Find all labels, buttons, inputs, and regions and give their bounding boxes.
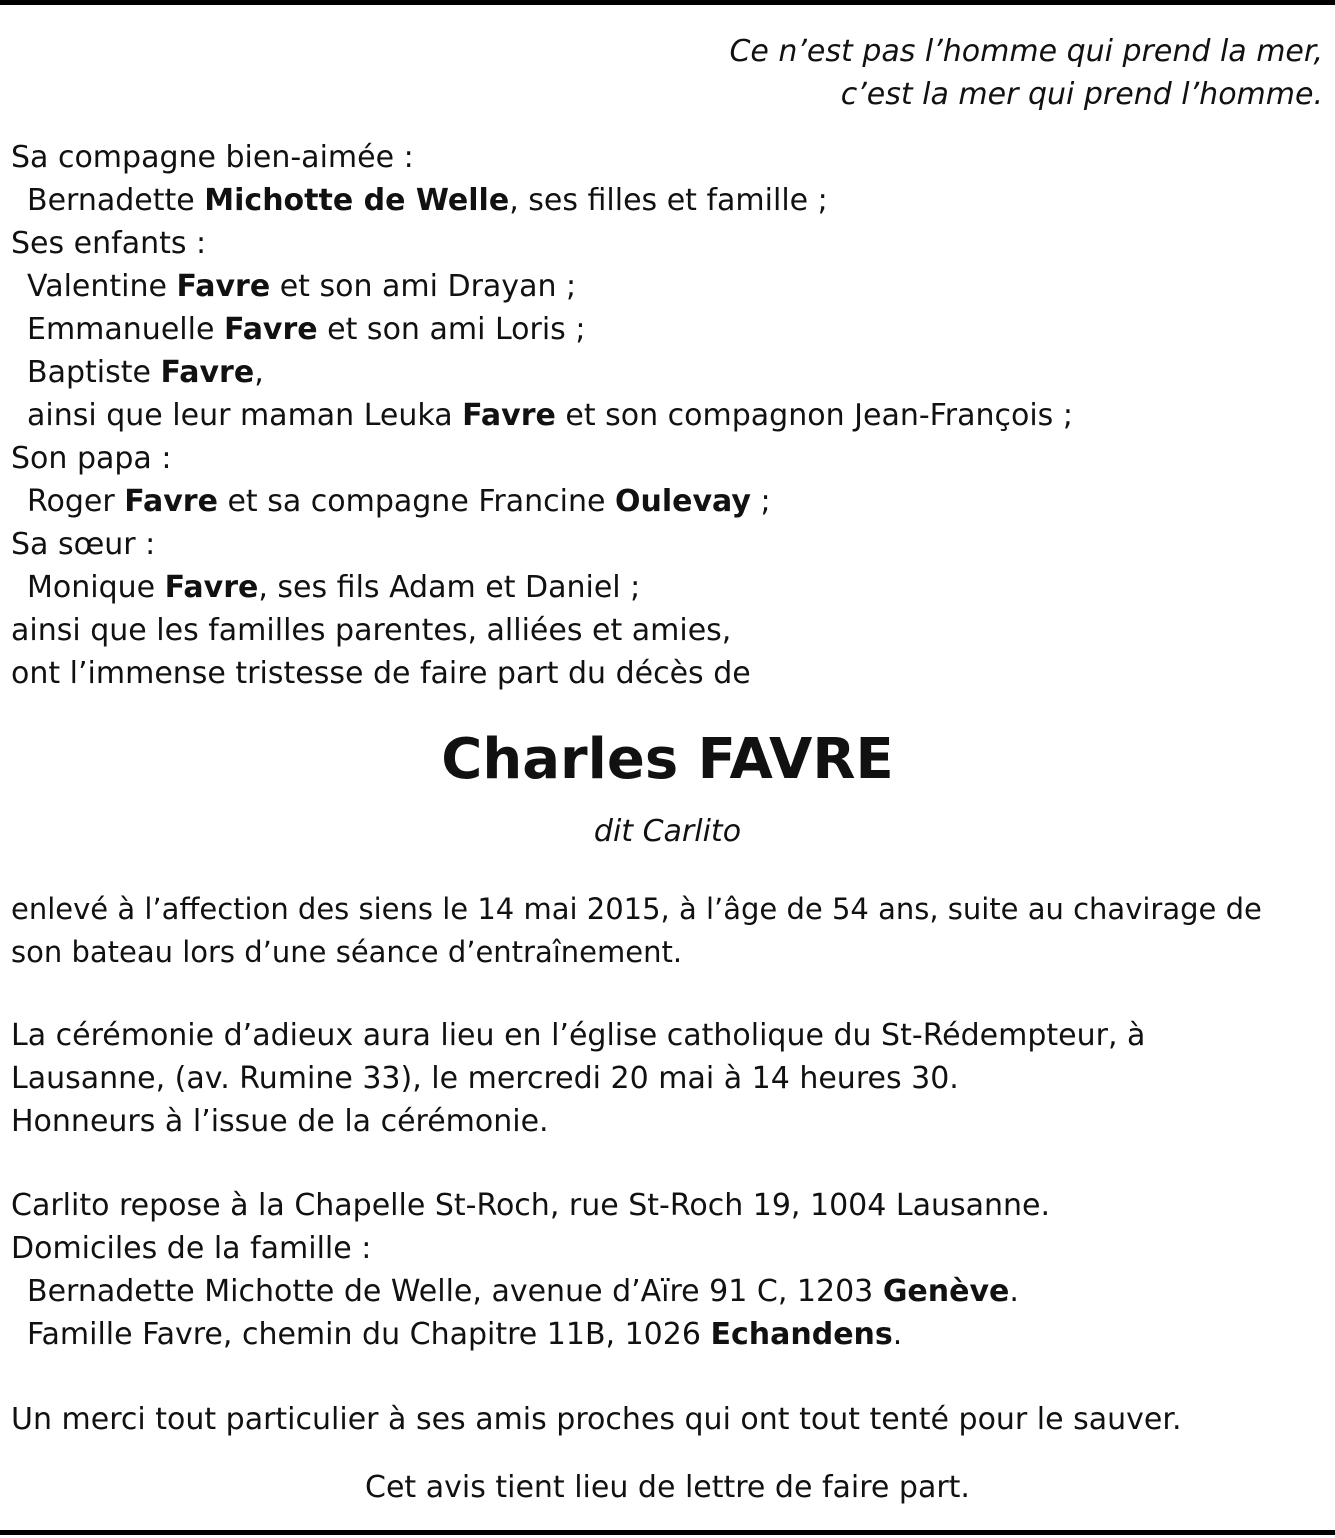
companion-heading: Sa compagne bien-aimée : — [11, 140, 414, 175]
child-entry-1 — [11, 265, 1073, 308]
father-rest: ; — [750, 484, 771, 519]
father-partner-surname: Oulevay — [614, 484, 751, 519]
child-entry-3 — [11, 351, 1073, 394]
ceremony-line-3: Honneurs à l’issue de la cérémonie. — [11, 1104, 549, 1139]
child-2-first-name: Emmanuelle — [27, 312, 215, 347]
death-notice-line-1: enlevé à l’affection des siens le 14 mai 2015, à l’âge de 54 ans, suite au chavirage de — [11, 892, 1262, 926]
domicile-address-1 — [11, 1270, 1050, 1313]
companion-surname: Michotte de Welle — [204, 183, 510, 218]
domicile-2-end: . — [892, 1317, 903, 1352]
domicile-2-address: Famille Favre, chemin du Chapitre 11B, 1026 — [27, 1317, 701, 1352]
child-2-surname: Favre — [223, 312, 318, 347]
bottom-border-rule — [0, 1530, 1335, 1535]
deceased-name: Charles FAVRE — [441, 727, 894, 792]
top-border-rule — [0, 0, 1335, 5]
rest-location-line: Carlito repose à la Chapelle St-Roch, rue St-Roch 19, 1004 Lausanne. — [11, 1188, 1051, 1223]
companion-rest: , ses filles et famille ; — [509, 183, 828, 218]
death-notice-line-2: son bateau lors d’une séance d’entraînement. — [11, 935, 683, 969]
child-2-rest: et son ami Loris ; — [317, 312, 586, 347]
child-entry-2 — [11, 308, 1073, 351]
mother-rest: et son compagnon Jean-François ; — [555, 398, 1073, 433]
companion-entry — [11, 179, 1073, 222]
children-heading: Ses enfants : — [11, 226, 207, 261]
ceremony-line-1: La cérémonie d’adieux aura lieu en l’église catholique du St-Rédempteur, à — [11, 1018, 1146, 1053]
sister-surname: Favre — [164, 570, 259, 605]
death-notice-paragraph — [11, 888, 1262, 974]
companion-first-name: Bernadette — [27, 183, 195, 218]
rest-paragraph — [11, 1184, 1050, 1356]
ceremony-paragraph — [11, 1014, 1145, 1143]
ceremony-line-2: Lausanne, (av. Rumine 33), le mercredi 20 mai à 14 heures 30. — [11, 1061, 959, 1096]
father-mid: et sa compagne Francine — [217, 484, 606, 519]
father-entry — [11, 480, 1073, 523]
domicile-1-city: Genève — [882, 1274, 1010, 1309]
domicile-1-end: . — [1009, 1274, 1019, 1309]
sister-first-name: Monique — [27, 570, 156, 605]
father-surname: Favre — [124, 484, 218, 519]
child-1-rest: et son ami Drayan ; — [270, 269, 577, 304]
domicile-1-address: Bernadette Michotte de Welle, avenue d’Aïre 91 C, 1203 — [27, 1274, 874, 1309]
father-heading: Son papa : — [11, 441, 172, 476]
mother-surname: Favre — [462, 398, 556, 433]
father-first-name: Roger — [27, 484, 115, 519]
epigraph-quote — [729, 30, 1323, 116]
sister-entry — [11, 566, 1073, 609]
family-list — [11, 136, 1073, 695]
child-3-first-name: Baptiste — [27, 355, 151, 390]
epigraph-line-2: c’est la mer qui prend l’homme. — [840, 77, 1323, 112]
child-3-rest: , — [254, 355, 264, 390]
footer-note: Cet avis tient lieu de lettre de faire part. — [365, 1470, 970, 1505]
domicile-2-city: Echandens — [710, 1317, 893, 1352]
mother-pre: ainsi que leur maman Leuka — [27, 398, 453, 433]
thanks-line: Un merci tout particulier à ses amis proches qui ont tout tenté pour le sauver. — [11, 1402, 1182, 1437]
domicile-address-2 — [11, 1313, 1050, 1356]
closing-line-2: ont l’immense tristesse de faire part du décès de — [11, 656, 751, 691]
child-1-first-name: Valentine — [27, 269, 167, 304]
child-1-surname: Favre — [176, 269, 271, 304]
deceased-nickname: dit Carlito — [593, 814, 742, 849]
mother-entry — [11, 394, 1073, 437]
epigraph-line-1: Ce n’est pas l’homme qui prend la mer, — [729, 34, 1323, 69]
child-3-surname: Favre — [160, 355, 255, 390]
thanks-paragraph — [11, 1398, 1181, 1441]
closing-line-1: ainsi que les familles parentes, alliées et amies, — [11, 613, 732, 648]
domiciles-heading: Domiciles de la famille : — [11, 1231, 372, 1266]
sister-heading: Sa sœur : — [11, 527, 156, 562]
sister-rest: , ses fils Adam et Daniel ; — [258, 570, 641, 605]
